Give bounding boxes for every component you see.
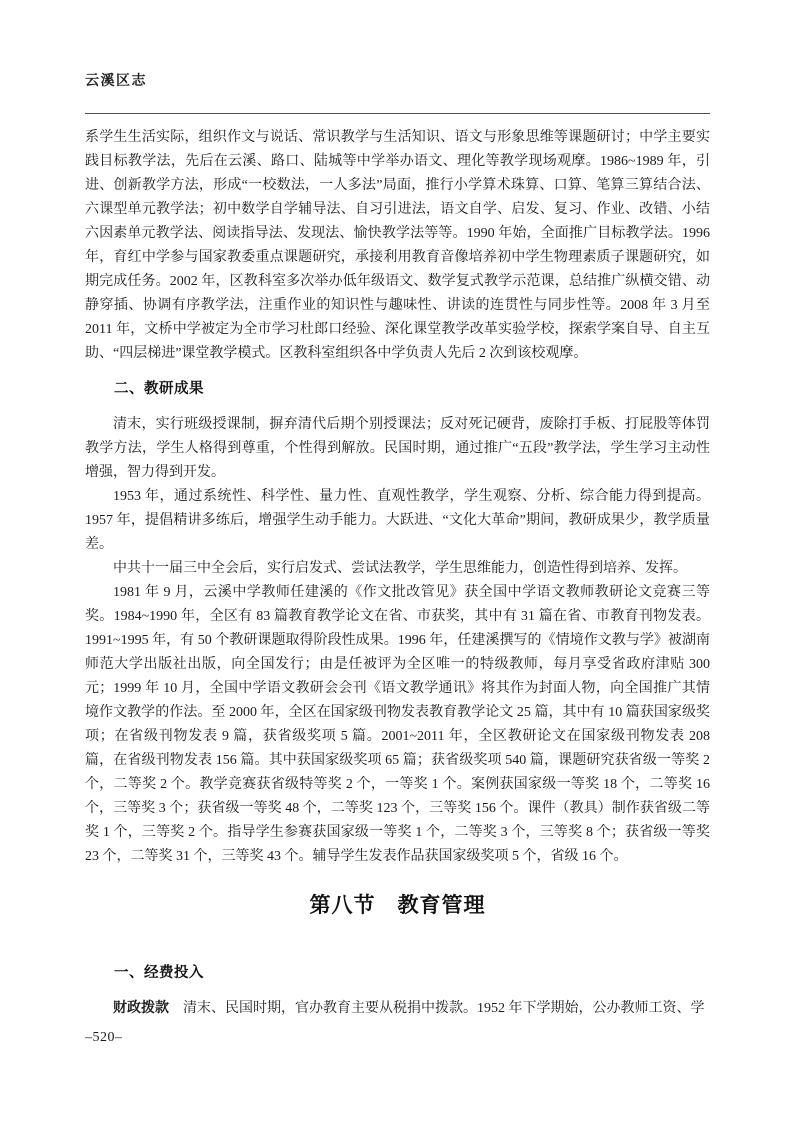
paragraph-continued: 系学生生活实际，组织作文与说话、常识教学与生活知识、语文与形象思维等课题研讨；中学主要实践目标教学法，先后在云溪、路口、陆城等中学举办语文、理化等教学现场观摩。1986~1989 年，引进、创新教学方法，形成“一校数法，一人多法”局面，推行小学算术珠算、口算、笔算三算结合法、六课型单元教学法；初中数学自学辅导法、自习引进法，语文自学、启发、复习、作业、改错、小结六因素单元教学法、阅读指导法、发现法、愉快教学法等等。1990 年始，全面推广目标教学法。1996 年，育红中学参与国家教委重点课题研究，承接利用教育音像培养初中学生物理素质子课题研究，如期完成任务。2002 年，区教科室多次举办低年级语文、数学复式教学示范课，总结推广纵横交错、动静穿插、协调有序教学法，注重作业的知识性与趣味性、讲读的连贯性与同步性等。2008 年 3 月至 2011 年，文桥中学被定为全市学习杜郎口经验、深化课堂教学改革实验学校，探索学案自导、自主互助、“四层梯进”课堂教学模式。区教科室组织各中学负责人先后 2 次到该校观摩。 bbox=[85, 130, 710, 361]
subsection-heading-funding: 一、经费投入 bbox=[114, 965, 204, 981]
paragraph: 1953 年，通过系统性、科学性、量力性、直观性教学，学生观察、分析、综合能力得到提高。1957 年，提倡精讲多练后，增强学生动手能力。大跃进、“文化大革命”期间，教研成果少，教学质量差。 bbox=[85, 489, 710, 552]
paragraph: 中共十一届三中全会后，实行启发式、尝试法教学，学生思维能力，创造性得到培养、发挥。 bbox=[113, 561, 687, 576]
paragraph: 1981 年 9 月，云溪中学教师任建溪的《作文批改管见》获全国中学语文教师教研论文竞赛三等奖。1984~1990 年，全区有 83 篇教育教学论文在省、市获奖，其中有 31 篇在省、市教育刊物发表。1991~1995 年，有 50 个教研课题取得阶段性成果。1996 年，任建溪撰写的《情境作文教与学》被湖南师范大学出版社出版，向全国发行；由是任被评为全区唯一的特级教师，每月享受省政府津贴 300 元；1999 年 10 月，全国中学语文教研会会刊《语文教学通讯》将其作为封面人物，向全国推广其情境作文教学的作法。至 2000 年，全区在国家级刊物发表教育教学论文 25 篇，其中有 10 篇获国家级奖项；在省级刊物发表 9 篇，获省级奖项 5 篇。2001~2011 年，全区教研论文在国家级刊物发表 208 篇，在省级刊物发表 156 篇。其中获国家级奖项 65 篇；获省级奖项 540 篇，课题研究获省级一等奖 2 个，二等奖 2 个。教学竞赛获省级特等奖 2 个，一等奖 1 个。案例获国家级一等奖 18 个，二等奖 16 个，三等奖 3 个；获省级一等奖 48 个，二等奖 123 个，三等奖 156 个。课件（教具）制作获省级二等奖 1 个，三等奖 2 个。指导学生参赛获国家级一等奖 1 个，二等奖 3 个，三等奖 8 个；获省级一等奖 23 个，二等奖 31 个，三等奖 43 个。辅导学生发表作品获国家级奖项 5 个，省级 16 个。 bbox=[85, 585, 710, 864]
running-header bbox=[85, 70, 710, 114]
paragraph-text: 清末、民国时期，官办教育主要从税捐中拨款。1952 年下学期始，公办教师工资、学 bbox=[183, 1001, 705, 1016]
page-number: –520– bbox=[85, 1030, 123, 1045]
paragraph-funding bbox=[85, 997, 710, 1021]
section-heading-education-management: 第八节 教育管理 bbox=[309, 894, 486, 917]
page-content bbox=[85, 70, 710, 1021]
paragraph: 清末，实行班级授课制，摒弃清代后期个别授课法；反对死记硬背，废除打手板、打屁股等体罚教学方法，学生人格得到尊重，个性得到解放。民国时期，通过推广“五段”教学法，学生学习主动性增强，智力得到开发。 bbox=[85, 417, 710, 480]
subsection-heading-research-results: 二、教研成果 bbox=[114, 381, 204, 397]
paragraph-lead-term: 财政拨款 bbox=[113, 1001, 169, 1016]
body-text bbox=[85, 126, 710, 1021]
book-title: 云溪区志 bbox=[85, 72, 147, 88]
